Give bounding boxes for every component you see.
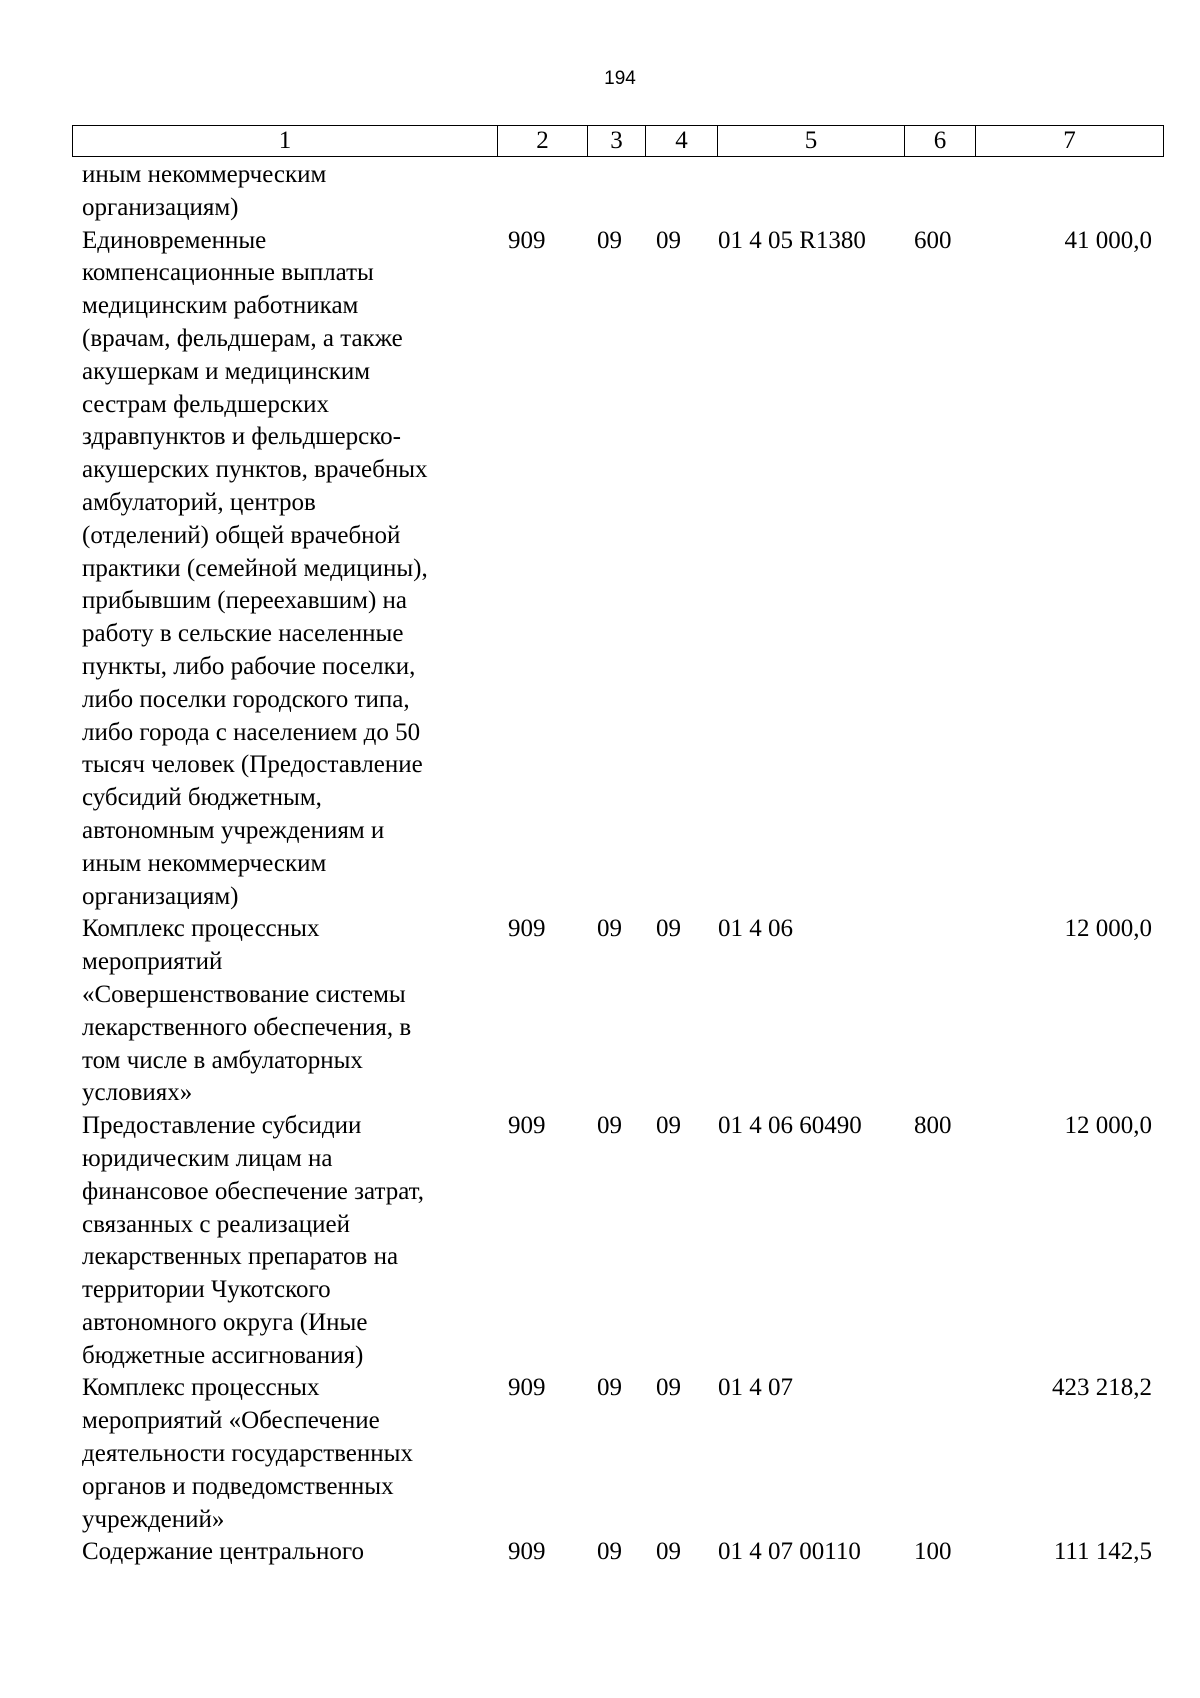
header-col-3: 3 <box>588 126 646 156</box>
row-expense-type: 100 <box>914 1538 952 1566</box>
row-target-article: 01 4 05 R1380 <box>718 226 866 254</box>
row-target-article: 01 4 07 00110 <box>718 1538 861 1566</box>
row-subsection: 09 <box>656 1538 681 1566</box>
row-target-article: 01 4 06 60490 <box>718 1112 862 1140</box>
header-col-4: 4 <box>646 126 718 156</box>
row-section: 09 <box>597 1112 622 1140</box>
row-name: Комплекс процессных мероприятий «Совершенствование системы лекарственного обеспечения, в том числе в амбулаторных условиях» <box>82 915 412 1107</box>
row-subsection: 09 <box>656 1112 681 1140</box>
row-code-ministry: 909 <box>508 915 546 943</box>
row-code-ministry: 909 <box>508 226 546 254</box>
row-amount: 12 000,0 <box>1064 1112 1152 1140</box>
row-name: Единовременные компенсационные выплаты медицинским работникам (врачам, фельдшерам, а также акушеркам и медицинским сестрам фельдшерских здравпунктов и фельдшерско- акушерских пунктов, врачебных амбулаторий, центров (отделений) общей врачебной практики (семейной медицины), прибывшим (переехавшим) на работу в сельские населенные пункты, либо рабочие поселки, либо поселки городского типа, либо города с населением до 50 тысяч человек (Предоставление субсидий бюджетным, автономным учреждениям и иным некоммерческим организациям) <box>82 226 428 910</box>
row-expense-type: 800 <box>914 1112 952 1140</box>
row-name: Комплекс процессных мероприятий «Обеспечение деятельности государственных органов и подведомственных учреждений» <box>82 1374 413 1533</box>
row-section: 09 <box>597 1374 622 1402</box>
row-name: Содержание центрального <box>82 1538 365 1566</box>
row-expense-type: 600 <box>914 226 952 254</box>
row-section: 09 <box>597 1538 622 1566</box>
row-section: 09 <box>597 226 622 254</box>
header-col-1: 1 <box>73 126 498 156</box>
page-number: 194 <box>604 68 636 89</box>
row-amount: 41 000,0 <box>1064 226 1152 254</box>
table-row <box>0 1536 1200 1569</box>
header-col-7: 7 <box>1063 127 1076 154</box>
row-target-article: 01 4 06 <box>718 915 793 943</box>
header-col-5: 5 <box>718 126 905 156</box>
row-target-article: 01 4 07 <box>718 1374 793 1402</box>
header-col-6: 6 <box>905 126 976 156</box>
row-amount: 12 000,0 <box>1064 915 1152 943</box>
table-row <box>0 913 1200 1110</box>
row-name: иным некоммерческим организациям) <box>82 161 327 221</box>
table-row <box>0 159 1200 225</box>
row-code-ministry: 909 <box>508 1112 546 1140</box>
row-subsection: 09 <box>656 226 681 254</box>
row-code-ministry: 909 <box>508 1538 546 1566</box>
row-subsection: 09 <box>656 1374 681 1402</box>
row-amount: 423 218,2 <box>1052 1374 1152 1402</box>
row-amount: 111 142,5 <box>1053 1538 1152 1566</box>
table-body <box>0 159 1200 1569</box>
table-row <box>0 1110 1200 1372</box>
row-subsection: 09 <box>656 915 681 943</box>
row-code-ministry: 909 <box>508 1374 546 1402</box>
table-row <box>0 1372 1200 1536</box>
header-col-2: 2 <box>498 126 588 156</box>
table-row <box>0 225 1200 914</box>
table-header <box>72 125 1164 157</box>
row-section: 09 <box>597 915 622 943</box>
row-name: Предоставление субсидии юридическим лицам на финансовое обеспечение затрат, связанных с реализацией лекарственных препаратов на территории Чукотского автономного округа (Иные бюджетные ассигнования) <box>82 1112 424 1369</box>
